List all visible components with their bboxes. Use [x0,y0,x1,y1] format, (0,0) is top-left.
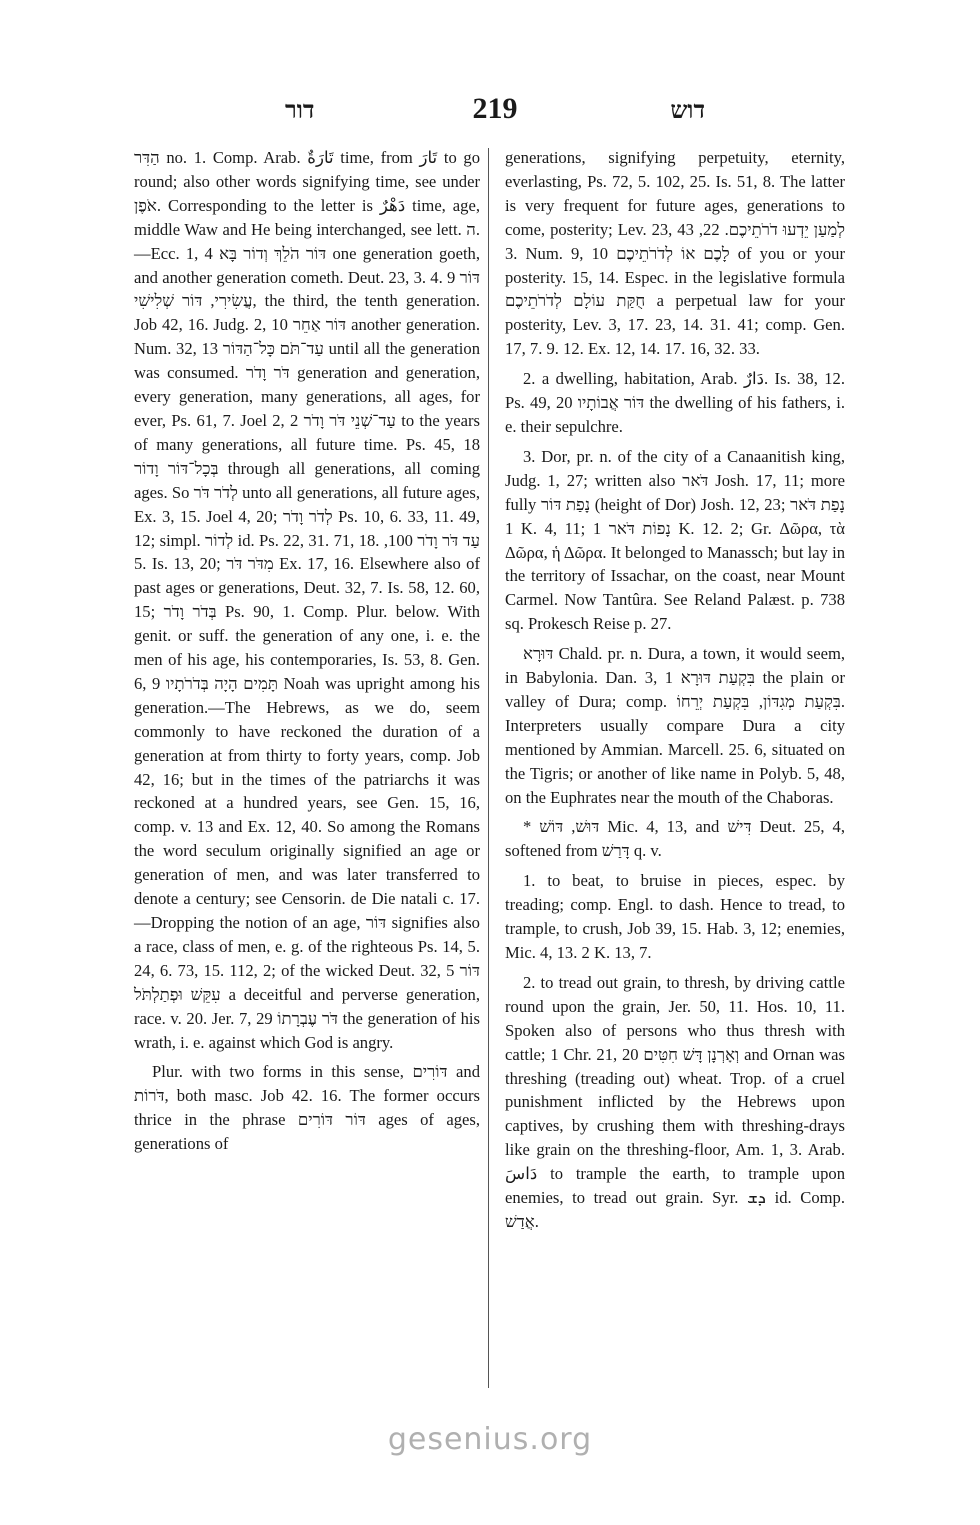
right-paragraph-2: 2. a dwelling, habitation, Arab. دَارٌ. Is. 38, 12. Ps. 49, 20 דּוֹר אֲבוֹתָיו the dwelling of his fathers, i. e. their sepulchre. [505,369,845,436]
column-divider [488,148,489,1388]
right-paragraph-1: generations, signifying perpetuity, eternity, everlasting, Ps. 72, 5. 102, 25. Is. 51, 8. The latter is very frequent for future ages, generations to come, posterity; Lev. 23, 43 לְמַעַן יֵדְעוּ דֹרֹתֵיכֶם. 22, 3. Num. 9, 10 לָכֶם אוֹ לְדֹרֹתֵיכֶם of you or your posterity. 15, 14. Espec. in the legislative formula חֻקַּת עוֹלָם לְדֹרֹתֵיכֶם a perpetual law for your posterity, Lev. 3, 17. 23, 14. 31. 41; comp. Gen. 17, 7. 9. 12. Ex. 12, 14. 17. 16, 32. 33. [505,148,845,359]
page-header [285,92,705,132]
right-paragraph-5: * דּוּשׁ, דּוֹשׁ Mic. 4, 13, and דִּישׁ Deut. 25, 4, softened from דָּרַשׁ q. v. [505,817,846,861]
page-number: 219 [472,92,518,125]
watermark: gesenius.org [387,1422,593,1457]
left-paragraph-2: Plur. with two forms in this sense, דּוֹרִים and דֹּרוֹת, both masc. Job 42. 16. The former occurs thrice in the phrase דּוֹר דּוֹרִים ages of ages, generations of [134,1062,481,1154]
left-paragraph-1: הַדִּר no. 1. Comp. Arab. تَارَةٌ time, from تَارَ to go round; also other words signifying time, see under אֹפֶן. Corresponding to the letter is دَهْرٌ time, age, middle Waw and He being interchanged, see lett. ה.—Ecc. 1, 4 דּוֹר הֹלֵךְ וְדוֹר בָּא one generation goeth, and another generation cometh. Deut. 23, 3. 4. 9 דּוֹר עֲשִׂירִי, דּוֹר שְׁלִישִׁי, the third, the tenth generation. Job 42, 16. Judg. 2, 10 דּוֹר אַחֵר another generation. Num. 32, 13 עַד־תֹּם כָּל־הַדּוֹר until all the generation was consumed. דֹּר וָדֹר generation and generation, every generation, many generations, all ages, for ever, Ps. 61, 7. Joel 2, 2 עַד־שְׁנֵי דֹּר וָדֹר to the years of many generations, all future time. Ps. 45, 18 בְּכָל־דּוֹר וָדוֹר through all generations, all coming ages. So לְדֹר דֹּר unto all generations, all future ages, Ex. 3, 15. Joel 4, 20; לְדֹר וָדֹר Ps. 10, 6. 33, 11. 49, 12; simpl. לְדוֹר id. Ps. 22, 31. 71, 18. עַד דֹּר וָדֹר 100, 5. Is. 13, 20; מִדֹּר דֹּר Ex. 17, 16. Elsewhere also of past ages or generations, Deut. 32, 7. Is. 58, 12. 60, 15; בְּדֹר וָדֹר Ps. 90, 1. Comp. Plur. below. With genit. or suff. the generation of any one, i. e. the men of his age, his contemporaries, Is. 53, 8. Gen. 6, 9 תָּמִים הָיָה בְּדֹרֹתָיו Noah was upright among his generation.—The Hebrews, as we do, seem commonly to have reckoned the duration of a generation at from thirty to forty years, comp. Job 42, 16; but in the times of the patriarchs it was reckoned at a hundred years, see Gen. 15, 16, comp. v. 13 and Ex. 12, 40. So among the Romans the word seculum originally signified an age or generation of men, and was later transferred to denote a century; see Censorin. de Die natali c. 17.—Dropping the notion of an age, דּוֹר signifies also a race, class of men, e. g. of the righteous Ps. 14, 5. 24, 6. 73, 15. 112, 2; of the wicked Deut. 32, 5 דּוֹר עִקֵּשׁ וּפְתַלְתֹּל a deceitful and perverse generation, race. v. 20. Jer. 7, 29 דֹּר עֶבְרָתוֹ the generation of his wrath, i. e. against which God is angry. [134,148,481,1052]
right-paragraph-4: דּוּרָא Chald. pr. n. Dura, a town, it would seem, in Babylonia. Dan. 3, 1 בִּקְעַת דּוּרָא the plain or valley of Dura; comp. בִּקְעַת מְגִדּוֹן, בִּקְעַת יְרֵחוֹ. Interpreters usually compare Dura a city mentioned by Ammian. Marcell. 25. 6, situated on the Tigris; or another of like name in Polyb. 5, 48, on the Euphrates near the mouth of the Chaboras. [505,644,846,807]
right-paragraph-3: 3. Dor, pr. n. of the city of a Canaanitish king, Judg. 1, 27; written also דֹּאר Josh. 17, 11; more fully נָפַת דּוֹר (height of Dor) Josh. 12, 23; נָפַת דֹּאר 1 K. 4, 11; נָפוֹת דֹּאר 1 K. 12. 2; Gr. Δῶρα, τὰ Δῶρα, ἡ Δῶρα. It belonged to Manassch; but lay in the territory of Issachar, on the coast, near Mount Carmel. Now Tantûra. See Reland Palæst. p. 738 sq. Prokesch Reise p. 27. [505,446,845,634]
header-left-hebrew: דור [285,98,315,124]
right-paragraph-6: 1. to beat, to bruise in pieces, espec. by treading; comp. Engl. to dash. Hence to tread, to trample, to crush, Job 39, 15. Hab. 3, 12; enemies, Mic. 4, 13. 2 K. 13, 7. [505,871,845,962]
right-column [505,146,845,1240]
header-right-hebrew: דוש [670,98,705,124]
right-paragraph-7: 2. to tread out grain, to thresh, by driving cattle round upon the grain, Jer. 50, 11. Hos. 10, 11. Spoken also of persons who thus thresh with cattle; 1 Chr. 21, 20 וְאָרְנָן דָּשׁ חִטִּים and Ornan was threshing (treading out) wheat. Trop. of a cruel punishment inflicted by the Hebrews upon captives, by crushing them with threshing-drays like grain on the threshing-floor, Am. 1, 3. Arab. دَاسَ to trample the earth, to trample upon enemies, to tread out grain. Syr. ܕܫ id. Comp. אֲדַשׁ. [505,972,845,1231]
left-column [134,146,480,1162]
